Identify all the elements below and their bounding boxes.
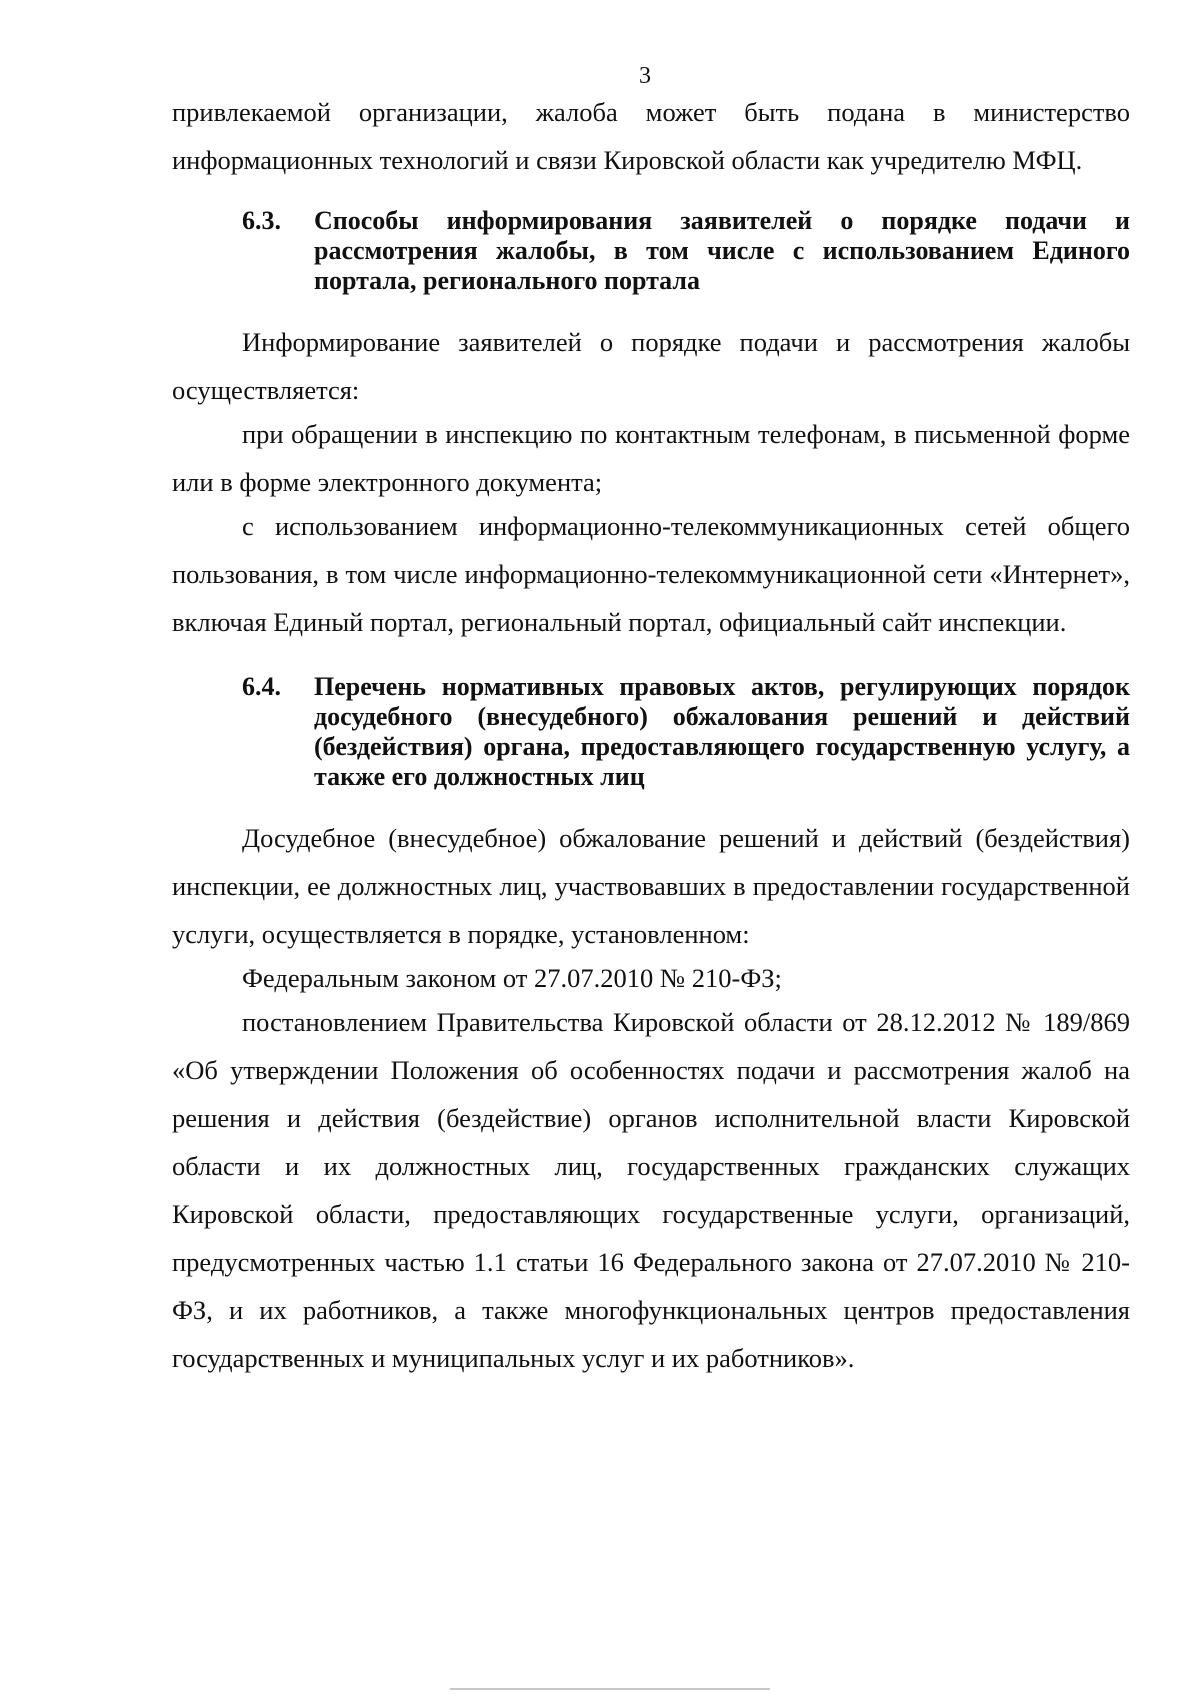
page-number: 3 [639,63,651,89]
section-number: 6.4. [242,672,281,701]
document-body [172,88,1130,1382]
section-number: 6.3. [242,206,281,235]
section-title: Способы информирования заявителей о порядке подачи и рассмотрения жалобы, в том числе с использованием Единого портала, регионального портала [314,206,1130,295]
paragraph-informing: Информирование заявителей о порядке подачи и рассмотрения жалобы осуществляется: [172,327,1130,405]
paragraph-federal-law: Федеральным законом от 27.07.2010 № 210-ФЗ; [242,963,782,993]
paragraph-resolution: постановлением Правительства Кировской области от 28.12.2012 № 189/869 «Об утверждении Положения об особенностях подачи и рассмотрения жалоб на решения и действия (бездействие) органов исполнительной власти Кировской области и их должностных лиц, государственных гражданских служащих Кировской области, предоставляющих государственные услуги, организаций, предусмотренных частью 1.1 статьи 16 Федерального закона от 27.07.2010 № 210-ФЗ, и их работников, а также многофункциональных центров предоставления государственных и муниципальных услуг и их работников». [172,1007,1130,1373]
section-title: Перечень нормативных правовых актов, регулирующих порядок досудебного (внесудебного) обжалования решений и действий (бездействия) органа, предоставляющего государственную услугу, а также его должностных лиц [314,672,1130,791]
paragraph-networks: с использованием информационно-телекоммуникационных сетей общего пользования, в том числе информационно-телекоммуникационной сети «Интернет», включая Единый портал, региональный портал, официальный сайт инспекции. [172,511,1130,637]
scan-artifact-line [450,1688,770,1690]
paragraph-appeal: Досудебное (внесудебное) обжалование решений и действий (бездействия) инспекции, ее должностных лиц, участвовавших в предоставлении государственной услуги, осуществляется в порядке, установленном: [172,823,1130,949]
section-heading-6-3 [172,206,1130,296]
paragraph-inspection-contact: при обращении в инспекцию по контактным телефонам, в письменной форме или в форме электронного документа; [172,419,1130,497]
paragraph-continuation: привлекаемой организации, жалоба может быть подана в министерство информационных технологий и связи Кировской области как учредителю МФЦ. [172,97,1130,175]
section-heading-6-4 [172,672,1130,792]
